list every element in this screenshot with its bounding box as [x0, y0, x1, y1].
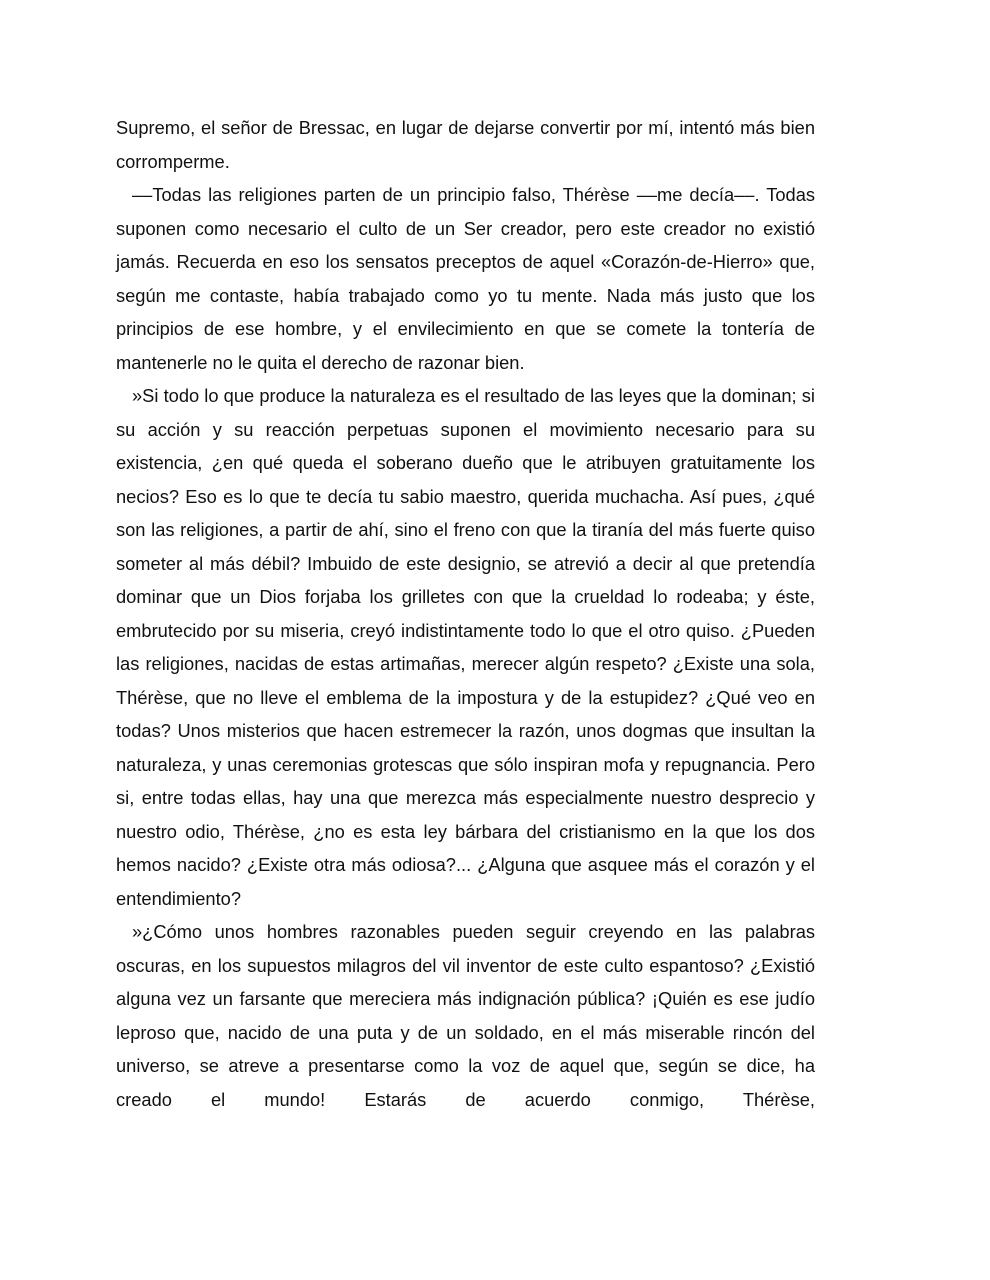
body-text [116, 111, 815, 1116]
paragraph-nature-laws: »Si todo lo que produce la naturaleza es el resultado de las leyes que la dominan; si su acción y su reacción perpetuas suponen el movimiento necesario para su existencia, ¿en qué queda el soberano dueño que le atribuyen gratuitamente los necios? Eso es lo que te decía tu sabio maestro, querida muchacha. Así pues, ¿qué son las religiones, a partir de ahí, sino el freno con que la tiranía del más fuerte quiso someter al más débil? Imbuido de este designio, se atrevió a decir al que pretendía dominar que un Dios forjaba los grilletes con que la crueldad lo rodeaba; y éste, embrutecido por su miseria, creyó indistintamente todo lo que el otro quiso. ¿Pueden las religiones, nacidas de estas artimañas, merecer algún respeto? ¿Existe una sola, Thérèse, que no lleve el emblema de la impostura y de la estupidez? ¿Qué veo en todas? Unos misterios que hacen estremecer la razón, unos dogmas que insultan la naturaleza, y unas ceremonias grotescas que sólo inspiran mofa y repugnancia. Pero si, entre todas ellas, hay una que merezca más especialmente nuestro desprecio y nuestro odio, Thérèse, ¿no es esta ley bárbara del cristianismo en la que los dos hemos nacido? ¿Existe otra más odiosa?... ¿Alguna que asquee más el corazón y el entendimiento? [116, 385, 815, 909]
paragraph-inventor-cult: »¿Cómo unos hombres razonables pueden seguir creyendo en las palabras oscuras, en los supuestos milagros del vil inventor de este culto espantoso? ¿Existió alguna vez un farsante que mereciera más indignación pública? ¡Quién es ese judío leproso que, nacido de una puta y de un soldado, en el más miserable rincón del universo, se atreve a presentarse como la voz de aquel que, según se dice, ha creado el mundo! Estarás de acuerdo conmigo, Thérèse, [116, 921, 815, 1110]
paragraph-dialogue-bressac: ––Todas las religiones parten de un principio falso, Thérèse ––me decía––. Todas suponen como necesario el culto de un Ser creador, pero este creador no existió jamás. Recuerda en eso los sensatos preceptos de aquel «Corazón-de-Hierro» que, según me contaste, había trabajado como yo tu mente. Nada más justo que los principios de ese hombre, y el envilecimiento en que se comete la tontería de mantenerle no le quita el derecho de razonar bien. [116, 184, 815, 373]
paragraph-continuation: Supremo, el señor de Bressac, en lugar de dejarse convertir por mí, intentó más bien corromperme. [116, 117, 815, 172]
